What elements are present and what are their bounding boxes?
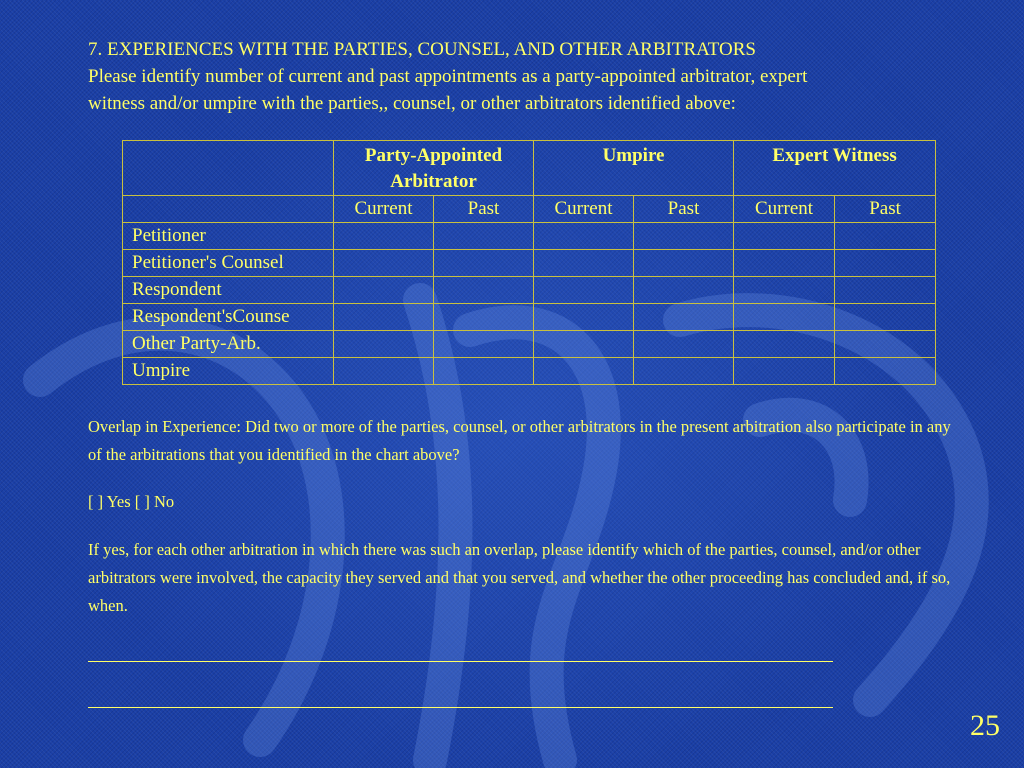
entry-cell[interactable] — [434, 223, 534, 250]
entry-cell[interactable] — [835, 277, 936, 304]
entry-cell[interactable] — [835, 304, 936, 331]
entry-cell[interactable] — [634, 250, 734, 277]
heading-instruction-line-2: witness and/or umpire with the parties,, counsel, or other arbitrators identified above: — [88, 93, 736, 114]
row-label: Petitioner's Counsel — [123, 250, 334, 277]
entry-cell[interactable] — [835, 331, 936, 358]
yes-no-options[interactable]: [ ] Yes [ ] No — [88, 492, 175, 511]
entry-cell[interactable] — [734, 223, 835, 250]
table-row — [123, 223, 936, 250]
entry-cell[interactable] — [534, 358, 634, 385]
group-header-expert-witness: Expert Witness — [734, 141, 936, 196]
answer-line[interactable] — [88, 661, 833, 662]
entry-cell[interactable] — [334, 331, 434, 358]
heading-title: 7. EXPERIENCES WITH THE PARTIES, COUNSEL, AND OTHER ARBITRATORS — [88, 39, 756, 60]
entry-cell[interactable] — [534, 223, 634, 250]
row-label: Other Party-Arb. — [123, 331, 334, 358]
subheader-cell: Current — [334, 196, 434, 223]
answer-line[interactable] — [88, 707, 833, 708]
row-label: Petitioner — [123, 223, 334, 250]
table-group-header-row — [123, 141, 936, 196]
entry-cell[interactable] — [835, 250, 936, 277]
entry-cell[interactable] — [534, 277, 634, 304]
overlap-question: Overlap in Experience: Did two or more of the parties, counsel, or other arbitrators in the present arbitration also participate in any of the arbitrations that you identified in the chart above? — [88, 417, 951, 464]
entry-cell[interactable] — [734, 331, 835, 358]
row-label: Umpire — [123, 358, 334, 385]
subheader-cell: Past — [835, 196, 936, 223]
entry-cell[interactable] — [334, 277, 434, 304]
slide-heading — [88, 36, 968, 117]
entry-cell[interactable] — [634, 358, 734, 385]
entry-cell[interactable] — [334, 304, 434, 331]
entry-cell[interactable] — [734, 304, 835, 331]
entry-cell[interactable] — [634, 304, 734, 331]
entry-cell[interactable] — [634, 331, 734, 358]
entry-cell[interactable] — [634, 223, 734, 250]
entry-cell[interactable] — [734, 358, 835, 385]
table-row — [123, 358, 936, 385]
appointments-table — [122, 140, 936, 385]
entry-cell[interactable] — [734, 277, 835, 304]
entry-cell[interactable] — [835, 358, 936, 385]
subheader-cell: Past — [434, 196, 534, 223]
table-corner-cell — [123, 141, 334, 196]
entry-cell[interactable] — [534, 250, 634, 277]
table-row — [123, 250, 936, 277]
entry-cell[interactable] — [434, 358, 534, 385]
subheader-cell: Current — [734, 196, 835, 223]
subheader-cell: Past — [634, 196, 734, 223]
heading-instruction-line-1: Please identify number of current and past appointments as a party-appointed arbitrator, expert — [88, 66, 808, 87]
group-header-umpire: Umpire — [534, 141, 734, 196]
table-subheader-row — [123, 196, 936, 223]
entry-cell[interactable] — [334, 223, 434, 250]
entry-cell[interactable] — [634, 277, 734, 304]
entry-cell[interactable] — [434, 331, 534, 358]
row-label: Respondent'sCounse — [123, 304, 334, 331]
entry-cell[interactable] — [835, 223, 936, 250]
group-header-party-appointed-arbitrator: Party-Appointed Arbitrator — [334, 141, 534, 196]
subheader-cell: Current — [534, 196, 634, 223]
entry-cell[interactable] — [434, 250, 534, 277]
entry-cell[interactable] — [534, 331, 634, 358]
row-label: Respondent — [123, 277, 334, 304]
entry-cell[interactable] — [534, 304, 634, 331]
table-subheader-blank — [123, 196, 334, 223]
entry-cell[interactable] — [734, 250, 835, 277]
entry-cell[interactable] — [434, 277, 534, 304]
page-number: 25 — [970, 709, 1000, 742]
table-row — [123, 304, 936, 331]
entry-cell[interactable] — [334, 250, 434, 277]
overlap-followup-instructions: If yes, for each other arbitration in which there was such an overlap, please identify which of the parties, counsel, and/or other arbitrators were involved, the capacity they served and that you served, and whether the other proceeding has concluded and, if so, when. — [88, 540, 951, 615]
entry-cell[interactable] — [334, 358, 434, 385]
entry-cell[interactable] — [434, 304, 534, 331]
table-row — [123, 331, 936, 358]
table-row — [123, 277, 936, 304]
